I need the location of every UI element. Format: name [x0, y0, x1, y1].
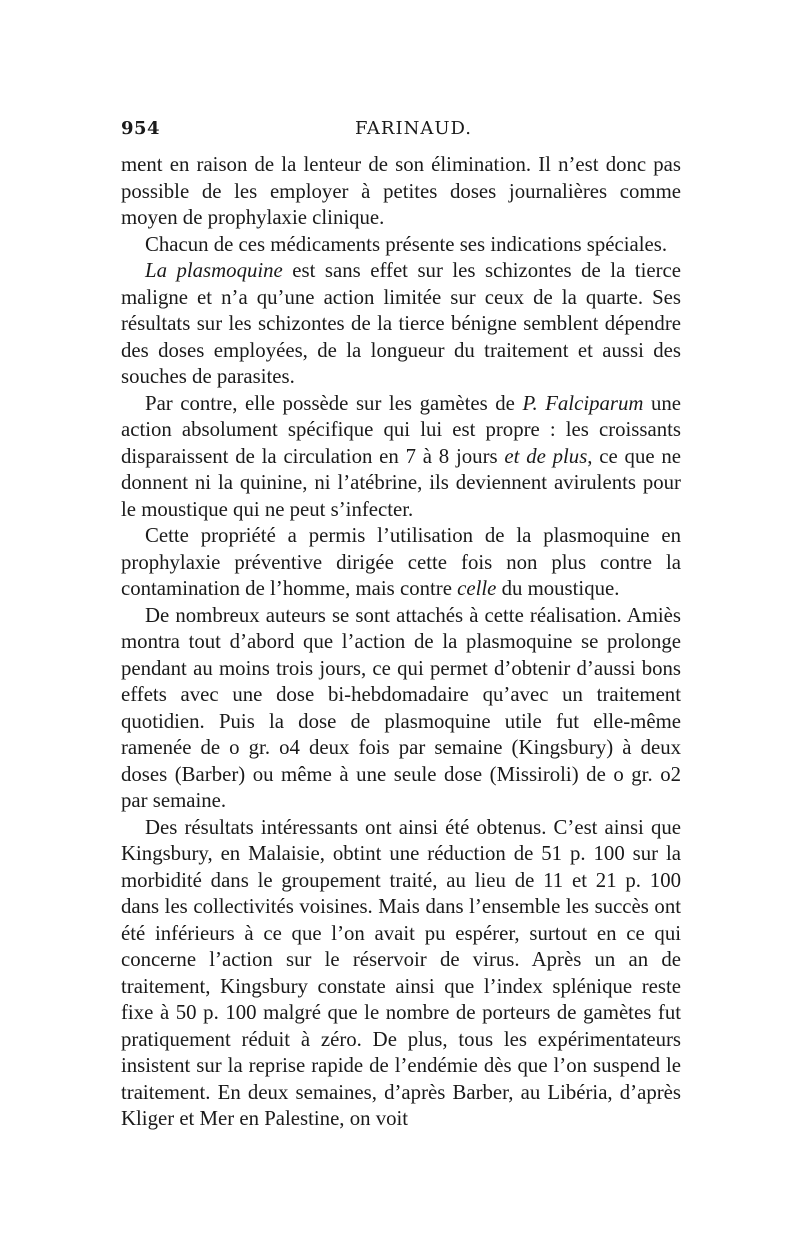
paragraph-4-text-a: Par contre, elle possède sur les gamètes de: [145, 391, 523, 415]
page-header: [121, 112, 681, 146]
italic-word-celle: celle: [457, 577, 497, 600]
paragraph-5-text-b: du moustique.: [496, 577, 620, 600]
paragraph-1-text: ment en raison de la lenteur de son élimination. Il n’est donc pas possible de les employer à petites doses journalières comme moyen de prophylaxie clinique.: [121, 153, 681, 229]
running-head: FARINAUD.: [355, 118, 473, 139]
paragraph-4-text-c: , ce que ne donnent ni la quinine, ni l’atébrine, ils deviennent avirulents pour le moustique qui ne peut s’infecter.: [121, 444, 681, 521]
paragraph-3-text: est sans effet sur les schizontes de la tierce maligne et n’a qu’une action limitée sur ceux de la quarte. Ses résultats sur les schizontes de la tierce bénigne semblent dépendre des doses employées, de la longueur du traitement et aussi des souches de parasites.: [121, 259, 681, 388]
paragraph-6-text: De nombreux auteurs se sont attachés à cette réalisation. Amiès montra tout d’abord que l’action de la plasmoquine se prolonge pendant au moins trois jours, ce qui permet d’obtenir d’aussi bons effets avec une dose bi-hebdomadaire qu’avec un traitement quotidien. Puis la dose de plasmoquine utile fut elle-même ramenée de o gr. o4 deux fois par semaine (Kingsbury) à deux doses (Barber) ou même à une seule dose (Missiroli) de o gr. o2 par semaine.: [121, 603, 681, 812]
italic-term-plasmoquine: La plasmoquine: [145, 259, 283, 282]
paragraph-5-text-a: Cette propriété a permis l’utilisation de la plasmoquine en prophylaxie préventive dirigée cette fois non plus contre la contamination de l’homme, mais contre: [121, 524, 681, 600]
paragraph-2-text: Chacun de ces médicaments présente ses indications spéciales.: [145, 232, 668, 256]
paragraph-7: [121, 815, 681, 1133]
italic-phrase-et-de-plus: et de plus: [504, 444, 588, 468]
document-page: [121, 112, 681, 1130]
paragraph-2: [121, 232, 681, 259]
paragraph-7-text: Des résultats intéressants ont ainsi été obtenus. C’est ainsi que Kingsbury, en Malaisie, obtint une réduction de 51 p. 100 sur la morbidité dans le groupement traité, au lieu de 11 et 21 p. 100 dans les collectivités voisines. Mais dans l’ensemble les succès ont été inférieurs à ce que l’on avait pu espérer, surtout en ce qui concerne l’action sur le réservoir de virus. Après un an de traitement, Kingsbury constate ainsi que l’index splénique reste fixe à 50 p. 100 malgré que le nombre de porteurs de gamètes fut pratiquement réduit à zéro. De plus, tous les expérimentateurs insistent sur la reprise rapide de l’endémie dès que l’on suspend le traitement. En deux semaines, d’après Barber, au Libéria, d’après Kliger et Mer en Palestine, on voit: [121, 815, 681, 1130]
paragraph-4-text-b: une action absolument spécifique qui lui est propre : les croissants disparaissent de la circulation en 7 à 8 jours: [121, 391, 681, 468]
paragraph-4: [121, 391, 681, 524]
italic-term-falciparum: P. Falciparum: [522, 391, 644, 415]
body-text: [121, 152, 681, 1133]
paragraph-5: [121, 523, 681, 603]
paragraph-6: [121, 603, 681, 815]
paragraph-3: [121, 258, 681, 391]
page-number: 954: [121, 118, 161, 139]
paragraph-1: [121, 152, 681, 232]
